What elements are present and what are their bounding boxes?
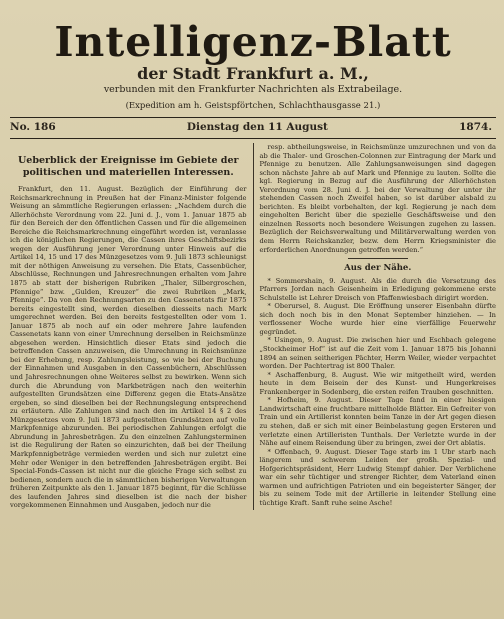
article-paragraph: Frankfurt, den 11. August. Bezüglich der Einführung der Reichsmarkrechnung in Preußen hat der Finanz-Minister folgende Weisung an sämmtliche Regierungen erlassen: „Nachdem durch die Allerhöchste Verordnung vom 22. Juni d. J., vom 1. Januar 1875 ab für den Bereich der den öffentlichen Cassen und für die allgemeinen Bereiche die Reichsmarkrechnung eingeführt worden ist, veranlasse ich die königlichen Regierungen, die Cassen ihres Geschäftsbezirks wegen der Ausführung jener Verordnung unter Hinweis auf die Artikel 14, 15 und 17 des Münzgesetzes vom 9. Juli 1873 schleunigst mit der nöthigen Anweisung zu versehen. Die Etats, Cassenbücher, Abschlüsse, Rechnungen und Jahresrechnungen erhalten vom Jahre 1875 ab statt der bisherigen Rubriken „Thaler, Silbergroschen, Pfennige“ bzw. „Gulden, Kreuzer“ die zwei Rubriken „Mark, Pfennige“. Da von den Rechnungsarten zu den Cassenetats für 1875 bereits eingestellt sind, werden dieselben diesseits nach Mark umgerechnet werden. Bei den bereits festgestellten oder vom 1. Januar 1875 ab noch auf ein oder mehrere Jahre laufenden Cassenetats kann von einer Umrechnung derselben in Reichsmünze abgesehen werden. Hinsichtlich dieser Etats sind jedoch die betreffenden Cassen anzuweisen, die Umrechnung in Reichsmünze bei der Erhebung, resp. Zahlungsleistung, so wie bei der Buchung der Einnahmen und Ausgaben in den Cassenbüchern, Abschlüssen und Jahresrechnungen ohne Weiteres selbst zu bewirken. Wenn sich durch die Abrundung von Markbeträgen nach den weiterhin aufgestellten Grundsätzen eine Differenz gegen die Etats-Ansätze ergeben, so sind dieselben bei der Rechnungslegung entsprechend zu erläutern. Alle Zahlungen sind nach den im Artikel 14 § 2 des Münzgesetzes vom 9. Juli 1873 aufgestellten Grundsätzen auf volle Markpfennige abzurunden. Bei periodischen Zahlungen erfolgt die Abrundung in Jahresbeträgen. Zu den einzelnen Zahlungsterminen ist die Regulirung der Raten so einzurichten, daß bei der Theilung Markpfennigbeträge vermieden werden und sich nur zuletzt eine Mehr oder Weniger in den betreffenden Jahresbeträgen ergibt. Bei Special-Fonds-Cassen ist nicht nur die gleiche Frage sich selbst zu bedienen, sondern auch die in sämmtlichen bisherigen Verwaltungen früheren Zeitpunkte als den 1. Januar 1875 beginnt, für die Schlüsse des laufenden Jahres sind dieselben ist die nach der bisher vorgekommenen Einnahmen und Ausgaben, jedoch nur die <box>10 185 247 510</box>
left-column <box>10 143 254 510</box>
masthead-subtitle: der Stadt Frankfurt a. M., <box>137 64 369 83</box>
masthead-expedition: (Expedition am h. Geistspförtchen, Schlachthausgasse 21.) <box>125 101 381 111</box>
news-item: * Sommershain, 9. August. Als die durch die Versetzung des Pfarrers Jordan nach Geisenheim in Erledigung gekommene erste Schulstelle ist Lehrer Dreisch von Pfaffenwiesbach dirigirt worden. <box>259 276 496 302</box>
section-separator <box>348 258 408 259</box>
article-paragraph: resp. abtheilungsweise, in Reichsmünze umzurechnen und von da ab die Thaler- und Groschen-Colonnen zur Eintragung der Mark und Pfennige zu benutzen. Alle Zahlungsanweisungen sind dagegen schon nächste Jahre ab auf Mark und Pfennige zu lauten. Sollte die kgl. Regierung in Bezug auf die Ausführung der Allerhöchsten Verordnung vom 28. Juni d. J. bei der Verwaltung der unter ihr stehenden Cassen noch Zweifel haben, so ist darüber alsbald zu berichten. Es bleibt vorbehalten, der kgl. Regierung je nach dem eingeholten Bericht über die spezielle Geschäftsweise und den einzelnen Ressorts noch besondere Weisungen zugehen zu lassen. Bezüglich der Reichsverwaltung und Militärverwaltung werden von dem Herrn Reichskanzler, bezw. dem Herrn Kriegsminister die erforderlichen Anordnungen getroffen werden.“ <box>259 143 496 254</box>
issue-date: Dienstag den 11 August <box>186 121 328 133</box>
right-column-news <box>260 277 497 508</box>
issue-bar <box>10 118 496 136</box>
news-item: * Usingen, 9. August. Die zwischen hier und Eschbach gelegene „Stockheimer Hof“ ist auf die Zeit vom 1. Januar 1875 bis Johanni 1894 an seinen seitherigen Pächter, Herrn Weiler, wieder verpachtet worden. Der Pachtertrag ist 800 Thaler. <box>259 336 496 371</box>
issue-year: 1874. <box>459 121 492 133</box>
masthead-subtitle-2: verbunden mit den Frankfurter Nachrichten als Extrabeilage. <box>103 84 403 95</box>
masthead-title: Intelligenz-Blatt <box>54 18 452 66</box>
news-item: * Aschaffenburg, 8. August. Wie wir mitgetheilt wird, werden heute in dem Beisein der des Kunst- und Hungerkreises Frankenberger in Sodenberg, die ersten reifen Trauben geschnitten. <box>259 370 496 396</box>
section-title: Aus der Nähe. <box>344 263 412 274</box>
bottom-rule <box>10 138 496 139</box>
columns <box>10 143 496 510</box>
issue-number: No. 186 <box>10 121 56 133</box>
right-column <box>254 143 497 510</box>
left-column-body <box>10 185 247 510</box>
news-item: * Hofheim, 9. August. Dieser Tage fand in einer hiesigen Landwirtschaft eine fruchtbare mittelholde Blätter. Ein Gefreiter von Train und ein Artillerist konnten beim Tanze in der Art gegen diesen zu stehen, daß er sich mit einer Beinbelastung gegen Ersteren und verletzte einen Artilleristen Tunthals. Der Verletzte wurde in der Nähe auf einem Reisendung über zu bringen, zwei der Ort ablatis. <box>259 396 496 448</box>
news-item: * Oberursel, 8. August. Die Eröffnung unserer Eisenbahn dürfte sich doch noch bis in den Monat September hinziehen. — In verflossener Woche wurde hier eine vierfällige Feuerwehr gegründet. <box>259 302 496 336</box>
news-item: * Offenbach, 9. August. Dieser Tage starb im 1 Ubr starb nach längerem und schwerem Leiden der großh. Spezial- und Hofgerichtspräsident, Herr Ludwig Stempf dahier. Der Verblichene war ein sehr tüchtiger und strenger Richter, dem Vaterland einen warmen und aufrichtigen Patrioten und ein begeisterter Sänger, der bis zu seinem Tode mit der Artillerie in leitender Stellung eine tüchtige Kraft. Sanft ruhe seine Asche! <box>259 447 496 507</box>
right-column-continuation <box>260 143 497 254</box>
article-headline: Ueberblick der Ereignisse im Gebiete der politischen und materiellen Interessen. <box>17 155 239 178</box>
